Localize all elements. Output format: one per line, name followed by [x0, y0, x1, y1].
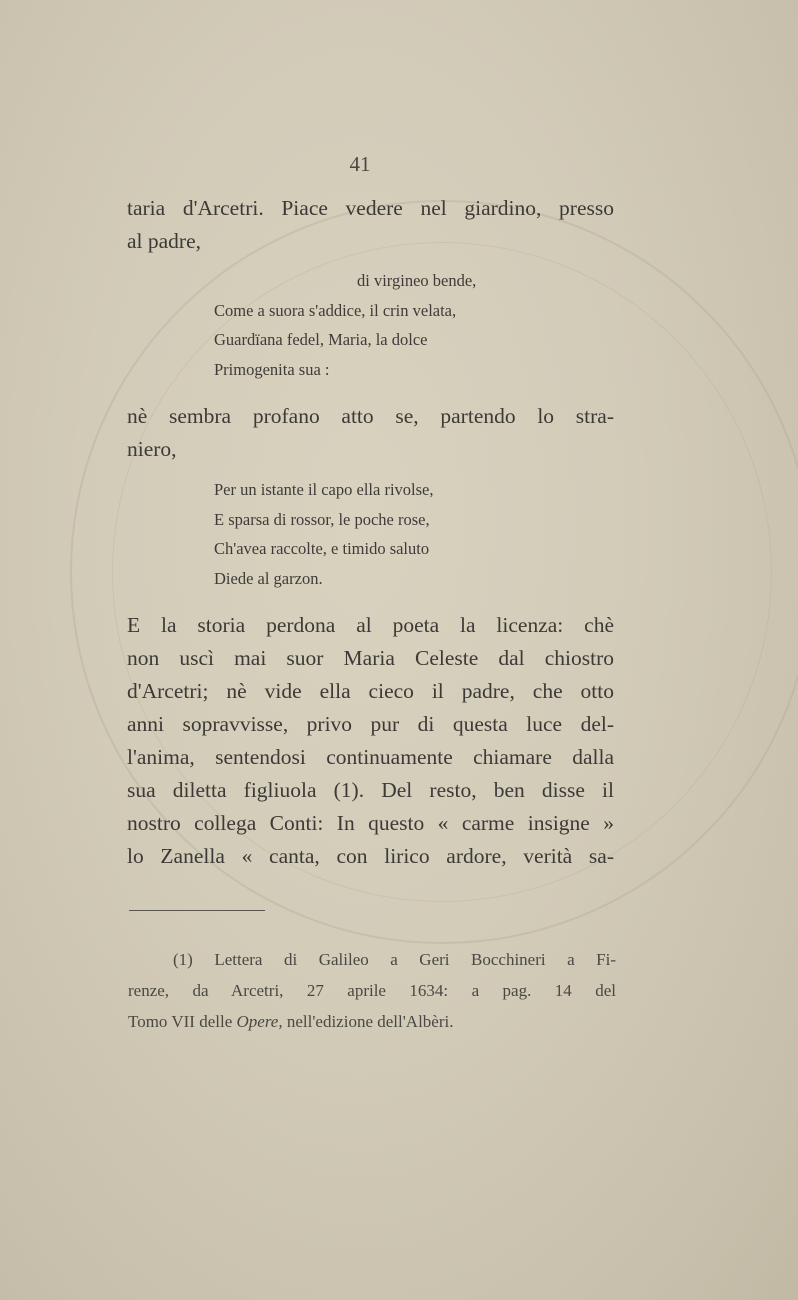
- footnote: [128, 944, 616, 1037]
- text-line: al padre,: [127, 229, 202, 253]
- verse-line: Diede al garzon.: [214, 568, 323, 588]
- page-number: 41: [349, 152, 371, 176]
- verse-quote-1: [214, 266, 476, 384]
- paragraph-1: [127, 192, 614, 258]
- footnote-separator: [129, 910, 265, 911]
- footnote-line: [128, 1006, 616, 1037]
- paragraph-3: [127, 609, 614, 873]
- verse-quote-2: [214, 475, 433, 593]
- text-line: l'anima, sentendosi continuamente chiamare dalla: [127, 745, 614, 769]
- paragraph-2: [127, 400, 614, 466]
- footnote-text: Tomo VII delle: [128, 1012, 237, 1031]
- text-line: d'Arcetri; nè vide ella cieco il padre, che otto: [127, 679, 614, 703]
- text-line: non uscì mai suor Maria Celeste dal chiostro: [127, 646, 614, 670]
- verse-line: E sparsa di rossor, le poche rose,: [214, 509, 430, 529]
- text-line: sua diletta figliuola (1). Del resto, ben disse il: [127, 778, 614, 802]
- text-line: niero,: [127, 437, 177, 461]
- text-line: nostro collega Conti: In questo « carme insigne »: [127, 811, 614, 835]
- text-line: taria d'Arcetri. Piace vedere nel giardino, presso: [127, 196, 614, 220]
- verse-line: Ch'avea raccolte, e timido saluto: [214, 539, 430, 558]
- verse-line: Come a suora s'addice, il crin velata,: [214, 300, 457, 320]
- verse-line: Primogenita sua :: [214, 359, 330, 379]
- verse-line: di virgineo bende,: [357, 271, 477, 290]
- footnote-line: (1) Lettera di Galileo a Geri Bocchineri a Fi-: [173, 950, 616, 969]
- footnote-text: nell'edizione dell'Albèri.: [282, 1012, 454, 1031]
- text-line: lo Zanella « canta, con lirico ardore, verità sa-: [127, 844, 614, 868]
- text-line: anni sopravvisse, privo pur di questa luce del-: [127, 712, 614, 736]
- verse-line: Guardïana fedel, Maria, la dolce: [214, 330, 428, 349]
- text-line: nè sembra profano atto se, partendo lo stra-: [127, 404, 614, 428]
- footnote-italic-title: Opere,: [236, 1012, 283, 1031]
- text-line: E la storia perdona al poeta la licenza: chè: [127, 613, 614, 637]
- footnote-line: renze, da Arcetri, 27 aprile 1634: a pag. 14 del: [128, 981, 616, 1000]
- verse-line: Per un istante il capo ella rivolse,: [214, 480, 434, 499]
